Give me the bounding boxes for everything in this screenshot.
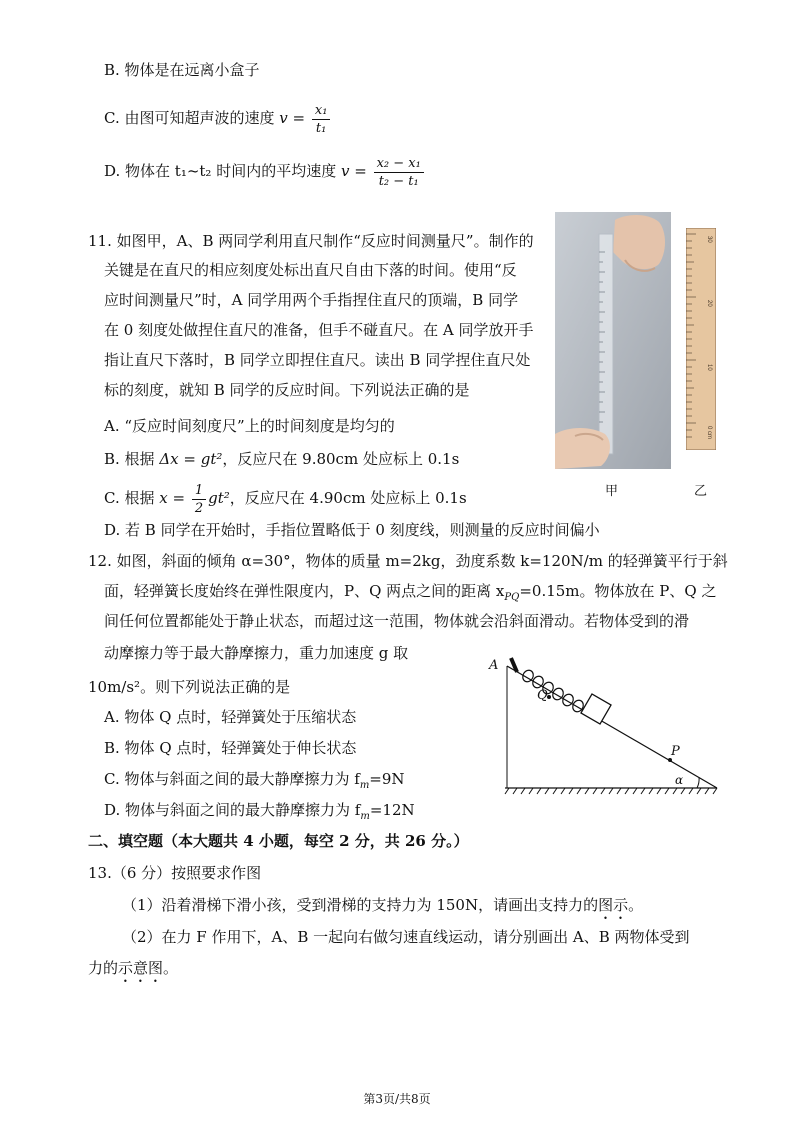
incline-diagram (485, 652, 725, 802)
fraction-numerator: x₁ (312, 102, 331, 120)
q11-stem-line: 关键是在直尺的相应刻度处标出直尺自由下落的时间。使用“反 (104, 261, 517, 279)
q11-option-a: A. “反应时间刻度尺”上的时间刻度是均匀的 (104, 417, 395, 435)
q10-option-c-v: v = (279, 109, 306, 127)
fraction-denominator: t₂ − t₁ (378, 173, 419, 189)
q13-part1-text: （1）沿着滑梯下滑小孩，受到滑梯的支持力为 150N，请画出支持力的 (122, 896, 599, 914)
q10-option-c-text: C. 由图可知超声波的速度 (104, 109, 275, 127)
ruler-label: 10 (706, 364, 712, 371)
page-footer: 第3页/共8页 (363, 1092, 431, 1106)
q12-stem-text-end: =0.15m。物体放在 P、Q 之 (519, 582, 717, 600)
q11-option-c-x: x = (159, 489, 186, 507)
q11-option-d: D. 若 B 同学在开始时，手指位置略低于 0 刻度线，则测量的反应时间偏小 (104, 521, 600, 539)
ruler-label: 20 (706, 300, 712, 307)
q11-figure-jia (555, 212, 671, 469)
q11-figure-jia-label: 甲 (605, 484, 619, 499)
q11-option-c-pre: C. 根据 (104, 489, 155, 507)
q12-incline-figure (485, 652, 725, 802)
q13-part1-emphasis: 图示 (598, 896, 629, 914)
q12-option-d (104, 800, 415, 827)
q10-option-c-fraction (312, 102, 331, 137)
label-q: Q (537, 688, 548, 703)
q11-stem-line: 应时间测量尺”时，A 同学用两个手指捏住直尺的顶端，B 同学 (104, 291, 519, 309)
section-title: 二、填空题（本大题共 4 小题，每空 2 分，共 26 分。） (88, 832, 469, 850)
ruler-photo (555, 212, 671, 469)
q10-option-d-v: v = (341, 162, 367, 180)
q12-option-b: B. 物体 Q 点时，轻弹簧处于伸长状态 (104, 739, 357, 757)
q11-figure-yi (686, 228, 716, 450)
fraction-denominator: 2 (194, 500, 204, 516)
q12-stem-line: 间任何位置都能处于静止状态，而超过这一范围，物体就会沿斜面滑动。若物体受到的滑 (104, 612, 690, 630)
q12-option-d-end: =12N (369, 801, 415, 819)
q13-part2-line1: （2）在力 F 作用下，A、B 一起向右做匀速直线运动，请分别画出 A、B 两物体受到 (122, 928, 690, 946)
q13-part2-line2 (88, 958, 178, 986)
q12-stem-text: 面，轻弹簧长度始终在弹性限度内，P、Q 两点之间的距离 x (104, 582, 505, 600)
q12-option-d-sub: m (360, 811, 370, 822)
q12-stem-line: 10m/s²。则下列说法正确的是 (88, 678, 291, 696)
q12-option-d-text: D. 物体与斜面之间的最大静摩擦力为 f (104, 801, 361, 819)
q11-option-b-pre: B. 根据 (104, 450, 155, 468)
q11-stem-line: 11. 如图甲，A、B 两同学利用直尺制作“反应时间测量尺”。制作的 (88, 232, 534, 250)
q11-option-c-fraction (192, 482, 206, 517)
q10-option-d-fraction (374, 155, 424, 190)
ruler-label: 30 (706, 236, 712, 243)
q12-option-c-text: C. 物体与斜面之间的最大静摩擦力为 f (104, 770, 360, 788)
q12-option-c-end: =9N (369, 770, 405, 788)
q10-option-d-text: D. 物体在 t₁~t₂ 时间内的平均速度 (104, 162, 337, 180)
q11-option-b-formula: Δx = gt² (159, 450, 223, 468)
fraction-denominator: t₁ (315, 120, 327, 136)
q11-option-c (104, 478, 467, 518)
q11-stem-line: 指让直尺下落时，B 同学立即捏住直尺。读出 B 同学捏住直尺处 (104, 351, 531, 369)
q11-option-b (104, 449, 459, 469)
q11-option-c-post: ，反应尺在 4.90cm 处应标上 0.1s (229, 489, 467, 507)
q11-figure-yi-label: 乙 (694, 484, 708, 499)
ruler-icon (686, 228, 716, 450)
fraction-numerator: 1 (192, 482, 206, 500)
q13-part1-end: 。 (628, 896, 644, 914)
q12-option-a: A. 物体 Q 点时，轻弹簧处于压缩状态 (104, 708, 357, 726)
q12-stem-line: 12. 如图，斜面的倾角 α=30°，物体的质量 m=2kg，劲度系数 k=120N/m 的轻弹簧平行于斜 (88, 552, 728, 570)
q11-stem-line: 标的刻度，就知 B 同学的反应时间。下列说法正确的是 (104, 381, 470, 399)
q11-stem-line: 在 0 刻度处做捏住直尺的准备，但手不碰直尺。在 A 同学放开手 (104, 321, 534, 339)
q11-option-c-g: gt² (208, 489, 230, 507)
label-alpha: α (675, 773, 684, 787)
q12-stem-line (104, 581, 716, 608)
q13-part2-emphasis: 示意图 (118, 959, 164, 977)
q12-stem-line: 动摩擦力等于最大静摩擦力，重力加速度 g 取 (104, 644, 409, 662)
q10-option-b: B. 物体是在远离小盒子 (104, 61, 260, 79)
q13-part2-end: 。 (163, 959, 179, 977)
q12-option-c (104, 769, 405, 796)
fraction-numerator: x₂ − x₁ (374, 155, 424, 173)
q12-option-c-sub: m (359, 780, 370, 791)
q10-option-d (104, 151, 426, 191)
q13-part2-text: 力的 (88, 959, 119, 977)
label-a: A (489, 658, 499, 673)
q13-part1 (122, 895, 643, 923)
q13-head: 13.（6 分）按照要求作图 (88, 864, 262, 882)
q10-option-c (104, 98, 332, 138)
q11-option-b-post: ，反应尺在 9.80cm 处应标上 0.1s (222, 450, 460, 468)
label-p: P (671, 744, 680, 759)
q12-stem-subscript: PQ (504, 592, 520, 603)
ruler-label: 0 cm (706, 426, 712, 440)
